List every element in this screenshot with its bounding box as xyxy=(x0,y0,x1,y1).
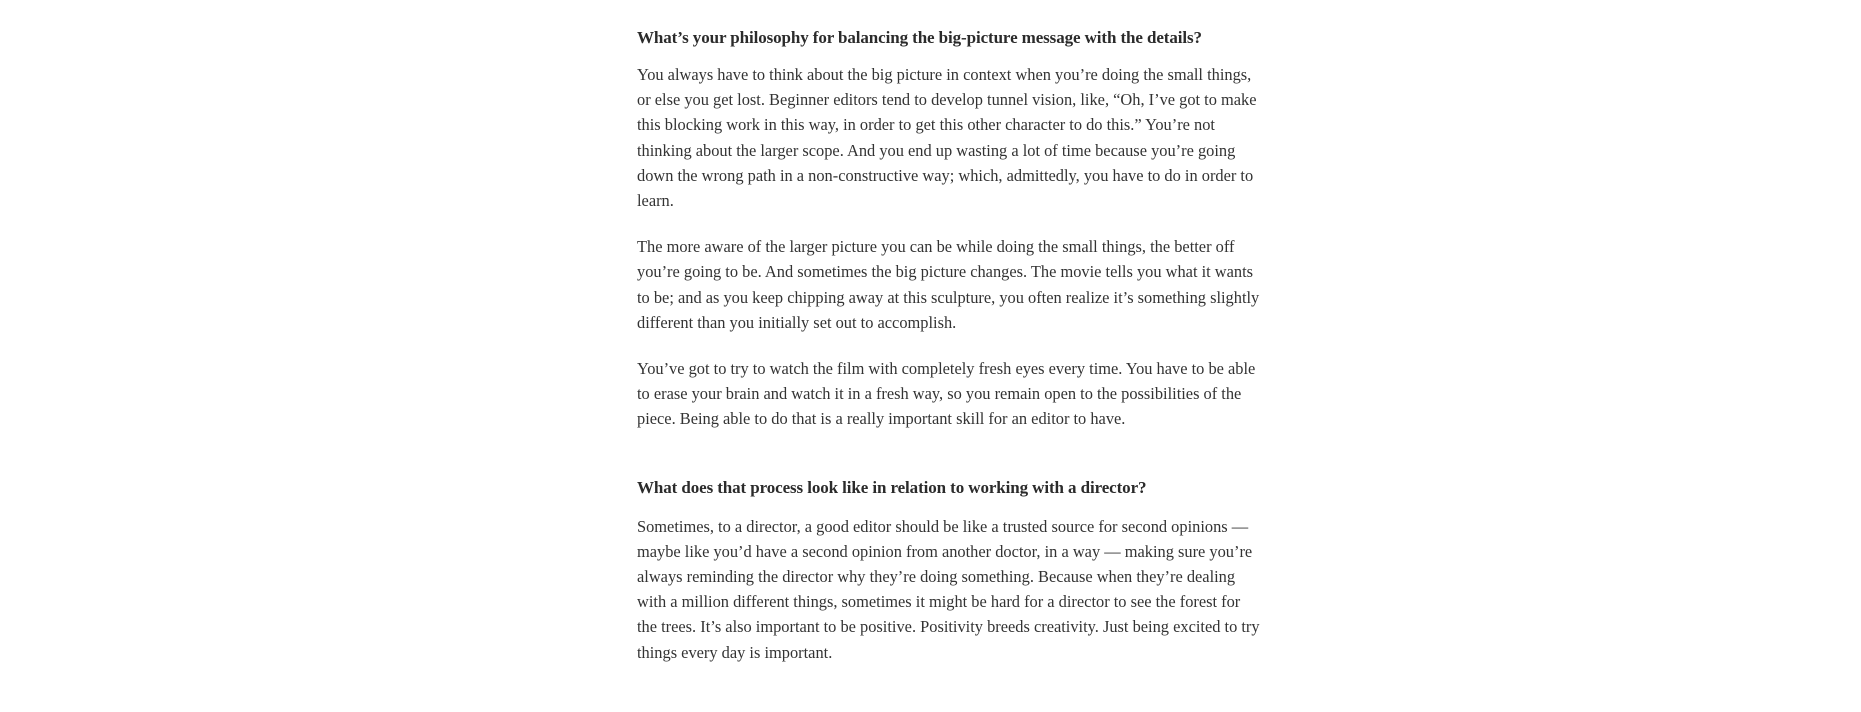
question-heading: What does that process look like in relation to working with a director? xyxy=(637,477,1147,497)
article-body xyxy=(637,26,1262,665)
answer-paragraph: You always have to think about the big picture in context when you’re doing the small things, or else you get lost. Beginner editors tend to develop tunnel vision, like, “Oh, I’ve got to make this blocking work in this way, in order to get this other character to do this.” You’re not thinking about the larger scope. And you end up wasting a lot of time because you’re going down the wrong path in a non-constructive way; which, admittedly, you have to do in order to learn. xyxy=(637,65,1257,211)
qa-section-director xyxy=(637,476,1262,665)
answer-paragraph: Sometimes, to a director, a good editor should be like a trusted source for second opinions — maybe like you’d have a second opinion from another doctor, in a way — making sure you’re always reminding the director why they’re doing something. Because when they’re dealing with a million different things, sometimes it might be hard for a director to see the forest for the trees. It’s also important to be positive. Positivity breeds creativity. Just being excited to try things every day is important. xyxy=(637,516,1260,662)
answer-paragraph: You’ve got to try to watch the film with completely fresh eyes every time. You have to be able to erase your brain and watch it in a fresh way, so you remain open to the possibilities of the piece. Being able to do that is a really important skill for an editor to have. xyxy=(637,359,1256,429)
qa-section-philosophy xyxy=(637,26,1262,432)
question-heading: What’s your philosophy for balancing the big-picture message with the details? xyxy=(637,28,1202,47)
answer-paragraph: The more aware of the larger picture you can be while doing the small things, the better off you’re going to be. And sometimes the big picture changes. The movie tells you what it wants to be; and as you keep chipping away at this sculpture, you often realize it’s something slightly different than you initially set out to accomplish. xyxy=(637,237,1260,332)
